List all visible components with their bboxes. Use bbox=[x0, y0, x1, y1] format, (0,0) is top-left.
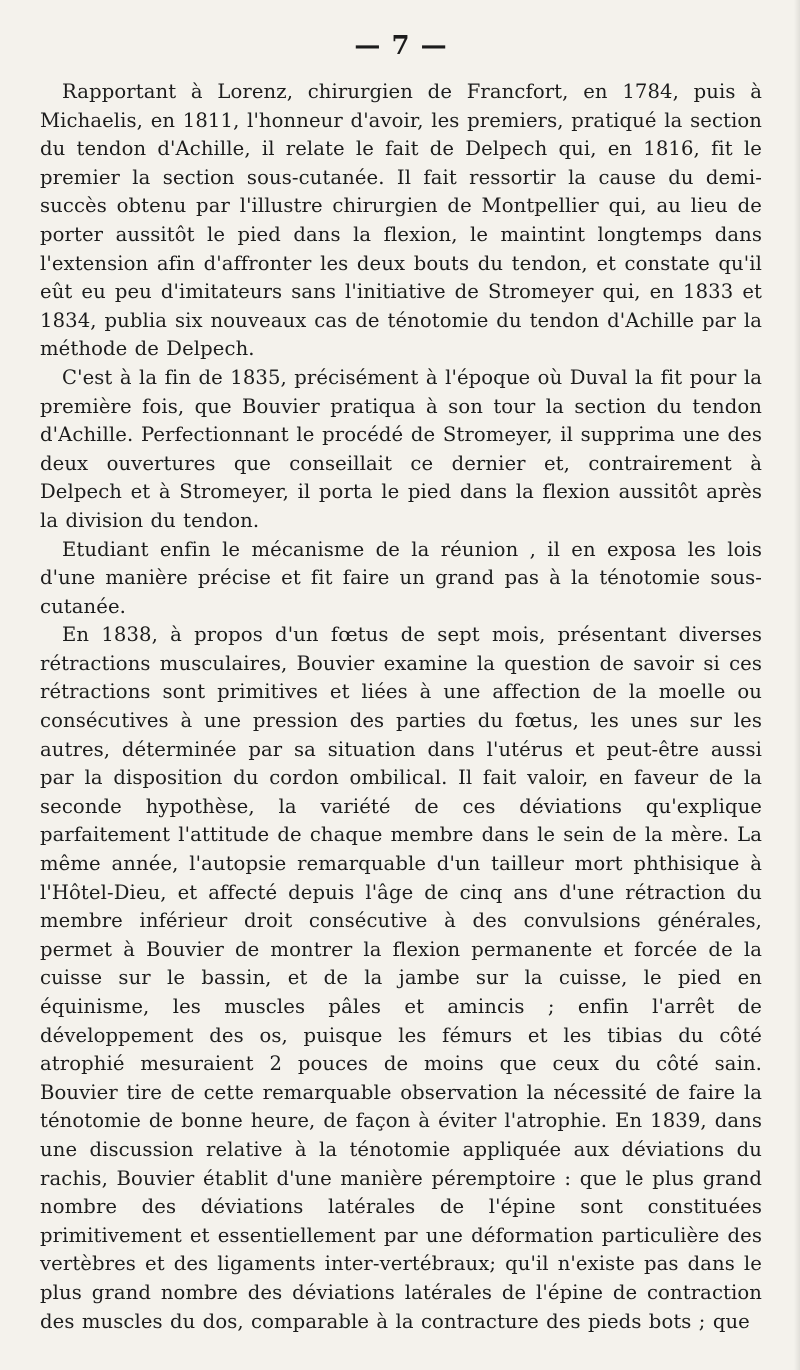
page-number: — 7 — bbox=[354, 31, 448, 61]
body-text bbox=[40, 78, 762, 1336]
paragraph-4: En 1838, à propos d'un fœtus de sept mois, présentant diverses rétractions musculaires, Bouvier examine la question de savoir si ces rétractions sont primitives et liées à une affection de la moelle ou consécutives à une pression des parties du fœtus, les unes sur les autres, déterminée par sa situation dans l'utérus et peut-être aussi par la disposition du cordon ombilical. Il fait valoir, en faveur de la seconde hypothèse, la variété de ces déviations qu'explique parfaitement l'attitude de chaque membre dans le sein de la mère. La même année, l'autopsie remarquable d'un tailleur mort phthisique à l'Hôtel-Dieu, et affecté depuis l'âge de cinq ans d'une rétraction du membre inférieur droit consécutive à des convulsions générales, permet à Bouvier de montrer la flexion permanente et forcée de la cuisse sur le bassin, et de la jambe sur la cuisse, le pied en équinisme, les muscles pâles et amincis ; enfin l'arrêt de développement des os, puisque les fémurs et les tibias du côté atrophié mesuraient 2 pouces de moins que ceux du côté sain. Bouvier tire de cette remarquable observation la nécessité de faire la ténotomie de bonne heure, de façon à éviter l'atrophie. En 1839, dans une discussion relative à la ténotomie appliquée aux déviations du rachis, Bouvier établit d'une manière péremptoire : que le plus grand nombre des déviations latérales de l'épine sont constituées primitivement et essentiellement par une déformation particulière des vertèbres et des ligaments inter-vertébraux; qu'il n'existe pas dans le plus grand nombre des déviations latérales de l'épine de contraction des muscles du dos, comparable à la contracture des pieds bots ; que bbox=[40, 623, 762, 1333]
page-edge-shadow bbox=[794, 0, 800, 1370]
paragraph-2: C'est à la fin de 1835, précisément à l'époque où Duval la fit pour la première fois, que Bouvier pratiqua à son tour la section du tendon d'Achille. Perfectionnant le procédé de Stromeyer, il supprima une des deux ouvertures que conseillait ce dernier et, contrairement à Delpech et à Stromeyer, il porta le pied dans la flexion aussitôt après la division du tendon. bbox=[40, 365, 762, 532]
paragraph-1: Rapportant à Lorenz, chirurgien de Francfort, en 1784, puis à Michaelis, en 1811, l'honneur d'avoir, les premiers, pratiqué la section du tendon d'Achille, il relate le fait de Delpech qui, en 1816, fit le premier la section sous-cutanée. Il fait ressortir la cause du demi-succès obtenu par l'illustre chirurgien de Montpellier qui, au lieu de porter aussitôt le pied dans la flexion, le maintint longtemps dans l'extension afin d'affronter les deux bouts du tendon, et constate qu'il eût eu peu d'imitateurs sans l'initiative de Stromeyer qui, en 1833 et 1834, publia six nouveaux cas de ténotomie du tendon d'Achille par la méthode de Delpech. bbox=[40, 80, 762, 361]
paragraph-3: Etudiant enfin le mécanisme de la réunion , il en exposa les lois d'une manière précise et fit faire un grand pas à la ténotomie sous-cutanée. bbox=[40, 537, 762, 618]
